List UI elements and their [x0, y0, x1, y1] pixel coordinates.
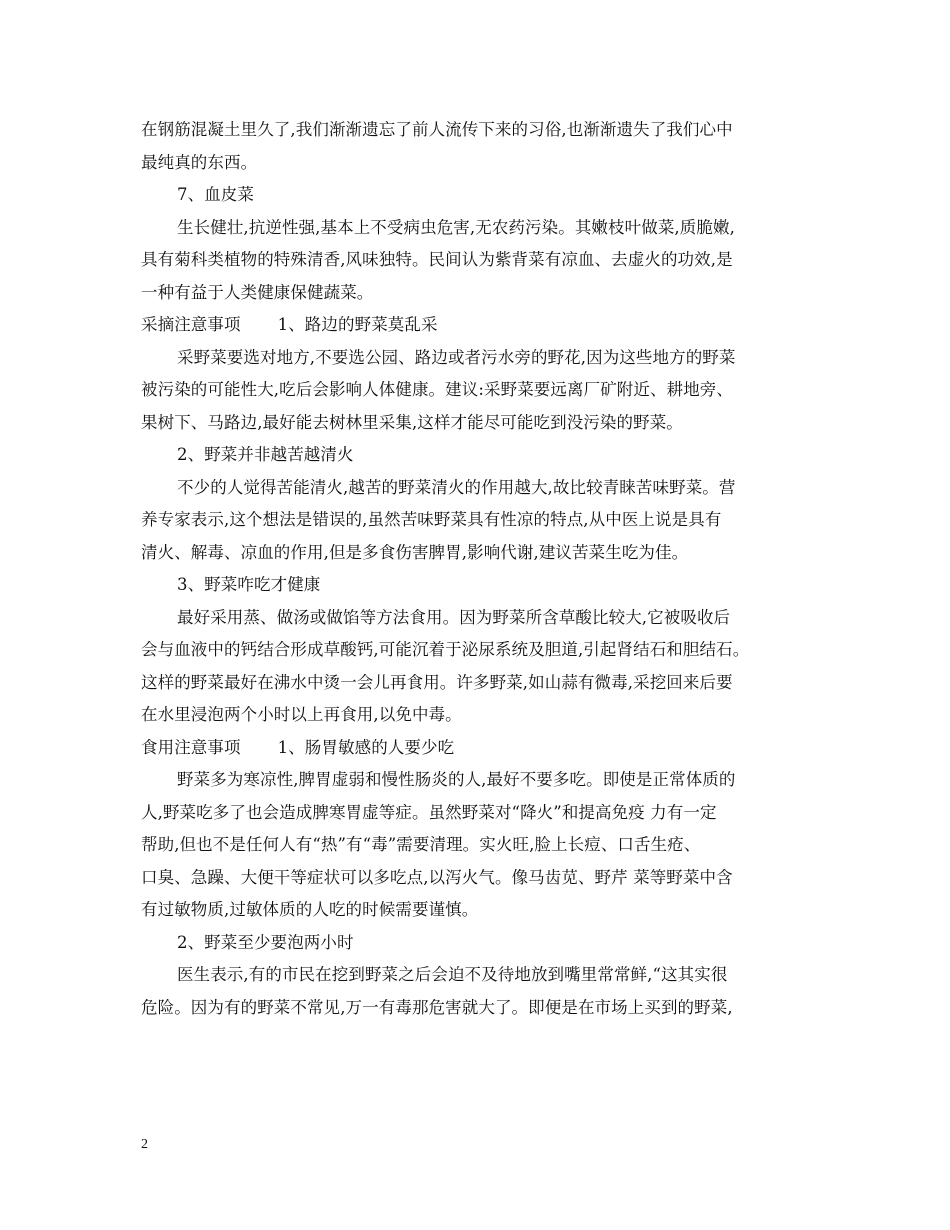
- page-number: 2: [141, 1137, 148, 1152]
- subsection-heading: 1、肠胃敏感的人要少吃: [277, 737, 455, 757]
- text-line: 危险。因为有的野菜不常见,万一有毒那危害就大了。即便是在市场上买到的野菜,: [141, 997, 733, 1017]
- section-title: 食用注意事项: [141, 737, 241, 757]
- text-line: 生长健壮,抗逆性强,基本上不受病虫危害,无农药污染。其嫩枝叶做菜,质脆嫩,: [177, 217, 735, 237]
- text-line: 采野菜要选对地方,不要选公园、路边或者污水旁的野花,因为这些地方的野菜: [177, 347, 736, 367]
- text-line: 一种有益于人类健康保健蔬菜。: [141, 282, 374, 302]
- subsection-heading: 2、野菜并非越苦越清火: [177, 445, 354, 464]
- page-body: [141, 114, 821, 1024]
- text-line: 有过敏物质,过敏体质的人吃的时候需要谨慎。: [141, 900, 479, 919]
- subsection-heading: 1、路边的野菜莫乱采: [277, 315, 438, 334]
- text-line: 不少的人觉得苦能清火,越苦的野菜清火的作用越大,故比较青睐苦味野菜。营: [177, 477, 736, 497]
- text-line: 在水里浸泡两个小时以上再食用,以免中毒。: [141, 705, 462, 724]
- text-line: 清火、解毒、凉血的作用,但是多食伤害脾胃,影响代谢,建议苦菜生吃为佳。: [141, 542, 689, 562]
- text-line: 野菜多为寒凉性,脾胃虚弱和慢性肠炎的人,最好不要多吃。即使是正常体质的: [177, 770, 736, 789]
- text-line: 帮助,但也不是任何人有“热”有“毒”需要清理。实火旺,脸上长痘、口舌生疮、: [141, 835, 701, 854]
- text-line: 最纯真的东西。: [141, 152, 258, 172]
- section-header-row: [141, 309, 821, 342]
- text-line: 医生表示,有的市民在挖到野菜之后会迫不及待地放到嘴里常常鲜,“这其实很: [177, 965, 728, 984]
- subsection-heading: 3、野菜咋吃才健康: [177, 575, 321, 594]
- text-line: 养专家表示,这个想法是错误的,虽然苦味野菜具有性凉的特点,从中医上说是具有: [141, 510, 722, 529]
- text-line: 这样的野菜最好在沸水中烫一会儿再食用。许多野菜,如山蒜有微毒,采挖回来后要: [141, 672, 733, 692]
- text-line: 被污染的可能性大,吃后会影响人体健康。建议:采野菜要远离厂矿附近、耕地旁、: [141, 380, 734, 399]
- text-line: 果树下、马路边,最好能去树林里采集,这样才能尽可能吃到没污染的野菜。: [141, 412, 683, 432]
- section-header-row: [141, 732, 821, 765]
- section-title: 采摘注意事项: [141, 315, 241, 334]
- spacer: [241, 732, 278, 765]
- text-line: 最好采用蒸、做汤或做馅等方法食用。因为野菜所含草酸比较大,它被吸收后: [177, 607, 731, 627]
- subsection-heading: 2、野菜至少要泡两小时: [177, 932, 354, 952]
- text-line: 口臭、急躁、大便干等症状可以多吃点,以泻火气。像马齿苋、野芹 菜等野菜中含: [141, 867, 733, 887]
- section-heading: 7、血皮菜: [177, 185, 254, 204]
- spacer: [241, 309, 278, 342]
- text-line: 在钢筋混凝土里久了,我们渐渐遗忘了前人流传下来的习俗,也渐渐遗失了我们心中: [141, 120, 733, 139]
- text-line: 人,野菜吃多了也会造成脾寒胃虚等症。虽然野菜对“降火”和提高免疫 力有一定: [141, 802, 717, 822]
- text-line: 会与血液中的钙结合形成草酸钙,可能沉着于泌尿系统及胆道,引起肾结石和胆结石。: [141, 640, 750, 659]
- text-line: 具有菊科类植物的特殊清香,风味独特。民间认为紫背菜有凉血、去虚火的功效,是: [141, 250, 733, 269]
